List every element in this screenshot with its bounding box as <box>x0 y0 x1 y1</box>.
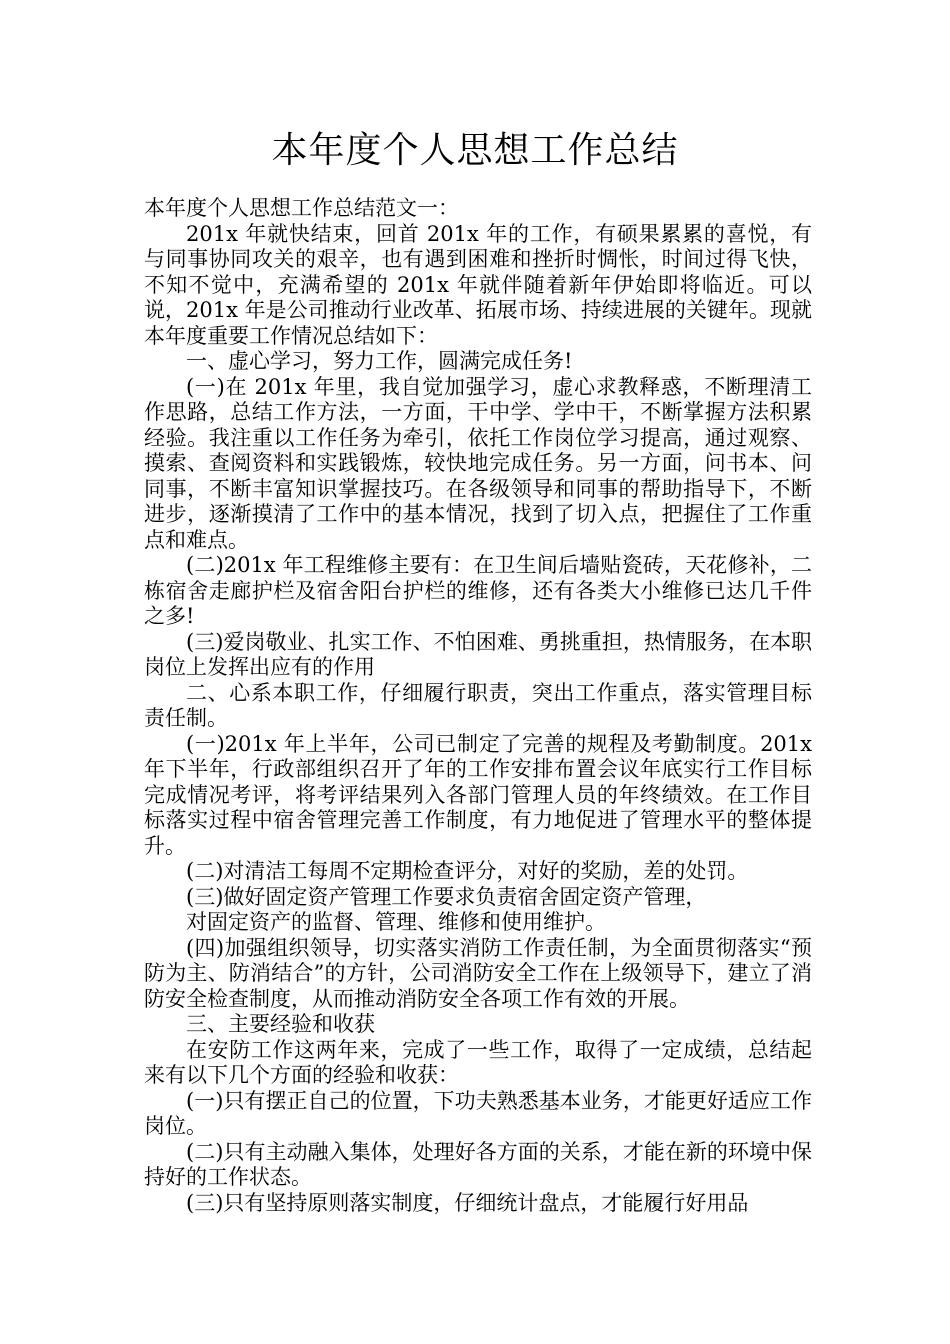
body-paragraph: (三)爱岗敬业、扎实工作、不怕困难、勇挑重担，热情服务，在本职岗位上发挥出应有的作用 <box>144 629 812 679</box>
document-body <box>144 196 812 1216</box>
body-paragraph: 在安防工作这两年来，完成了一些工作，取得了一定成绩，总结起来有以下几个方面的经验和收获： <box>144 1037 812 1087</box>
body-paragraph: (三)只有坚持原则落实制度，仔细统计盘点，才能履行好用品 <box>186 1190 749 1215</box>
body-paragraph: (三)做好固定资产管理工作要求负责宿舍固定资产管理， <box>186 884 707 909</box>
body-paragraph: (二)只有主动融入集体，处理好各方面的关系，才能在新的环境中保持好的工作状态。 <box>144 1139 812 1189</box>
body-paragraph: (二)对清洁工每周不定期检查评分，对好的奖励，差的处罚。 <box>186 859 749 883</box>
body-paragraph: 一、虚心学习，努力工作，圆满完成任务! <box>186 349 573 373</box>
body-paragraph: (四)加强组织领导，切实落实消防工作责任制，为全面贯彻落实“预防为主、防消结合”的方针，公司消防安全工作在上级领导下，建立了消防安全检查制度，从而推动消防安全各项工作有效的开展。 <box>144 935 812 1011</box>
document-title: 本年度个人思想工作总结 <box>271 130 679 171</box>
body-paragraph: (一)在 201x 年里，我自觉加强学习，虚心求教释惑，不断理清工作思路，总结工作方法，一方面，干中学、学中干，不断掌握方法积累经验。我注重以工作任务为牵引，依托工作岗位学习提高，通过观察、摸索、查阅资料和实践锻炼，较快地完成任务。另一方面，问书本、问同事，不断丰富知识掌握技巧。在各级领导和同事的帮助指导下，不断进步，逐渐摸清了工作中的基本情况，找到了切入点，把握住了工作重点和难点。 <box>144 374 812 552</box>
body-paragraph: 三、主要经验和收获 <box>186 1012 375 1036</box>
body-paragraph: 二、心系本职工作，仔细履行职责，突出工作重点，落实管理目标责任制。 <box>144 680 812 730</box>
body-paragraph: 201x 年就快结束，回首 201x 年的工作，有硕果累累的喜悦，有与同事协同攻关的艰辛，也有遇到困难和挫折时惆怅，时间过得飞快，不知不觉中，充满希望的 201x 年就伴随着新年伊始即将临近。可以说，201x 年是公司推动行业改革、拓展市场、持续进展的关键年。现就本年度重要工作情况总结如下： <box>144 221 812 348</box>
body-paragraph: (一)201x 年上半年，公司已制定了完善的规程及考勤制度。201x 年下半年，行政部组织召开了年的工作安排布置会议年底实行工作目标完成情况考评，将考评结果列入各部门管理人员的年终绩效。在工作目标落实过程中宿舍管理完善工作制度，有力地促进了管理水平的整体提升。 <box>144 731 812 858</box>
body-paragraph: (一)只有摆正自己的位置，下功夫熟悉基本业务，才能更好适应工作岗位。 <box>144 1088 812 1138</box>
body-paragraph: 本年度个人思想工作总结范文一： <box>144 196 459 220</box>
body-paragraph: 对固定资产的监督、管理、维修和使用维护。 <box>186 910 606 934</box>
body-paragraph: (二)201x 年工程维修主要有：在卫生间后墙贴瓷砖，天花修补，二栋宿舍走廊护栏及宿舍阳台护栏的维修，还有各类大小维修已达几千件之多! <box>144 553 813 628</box>
